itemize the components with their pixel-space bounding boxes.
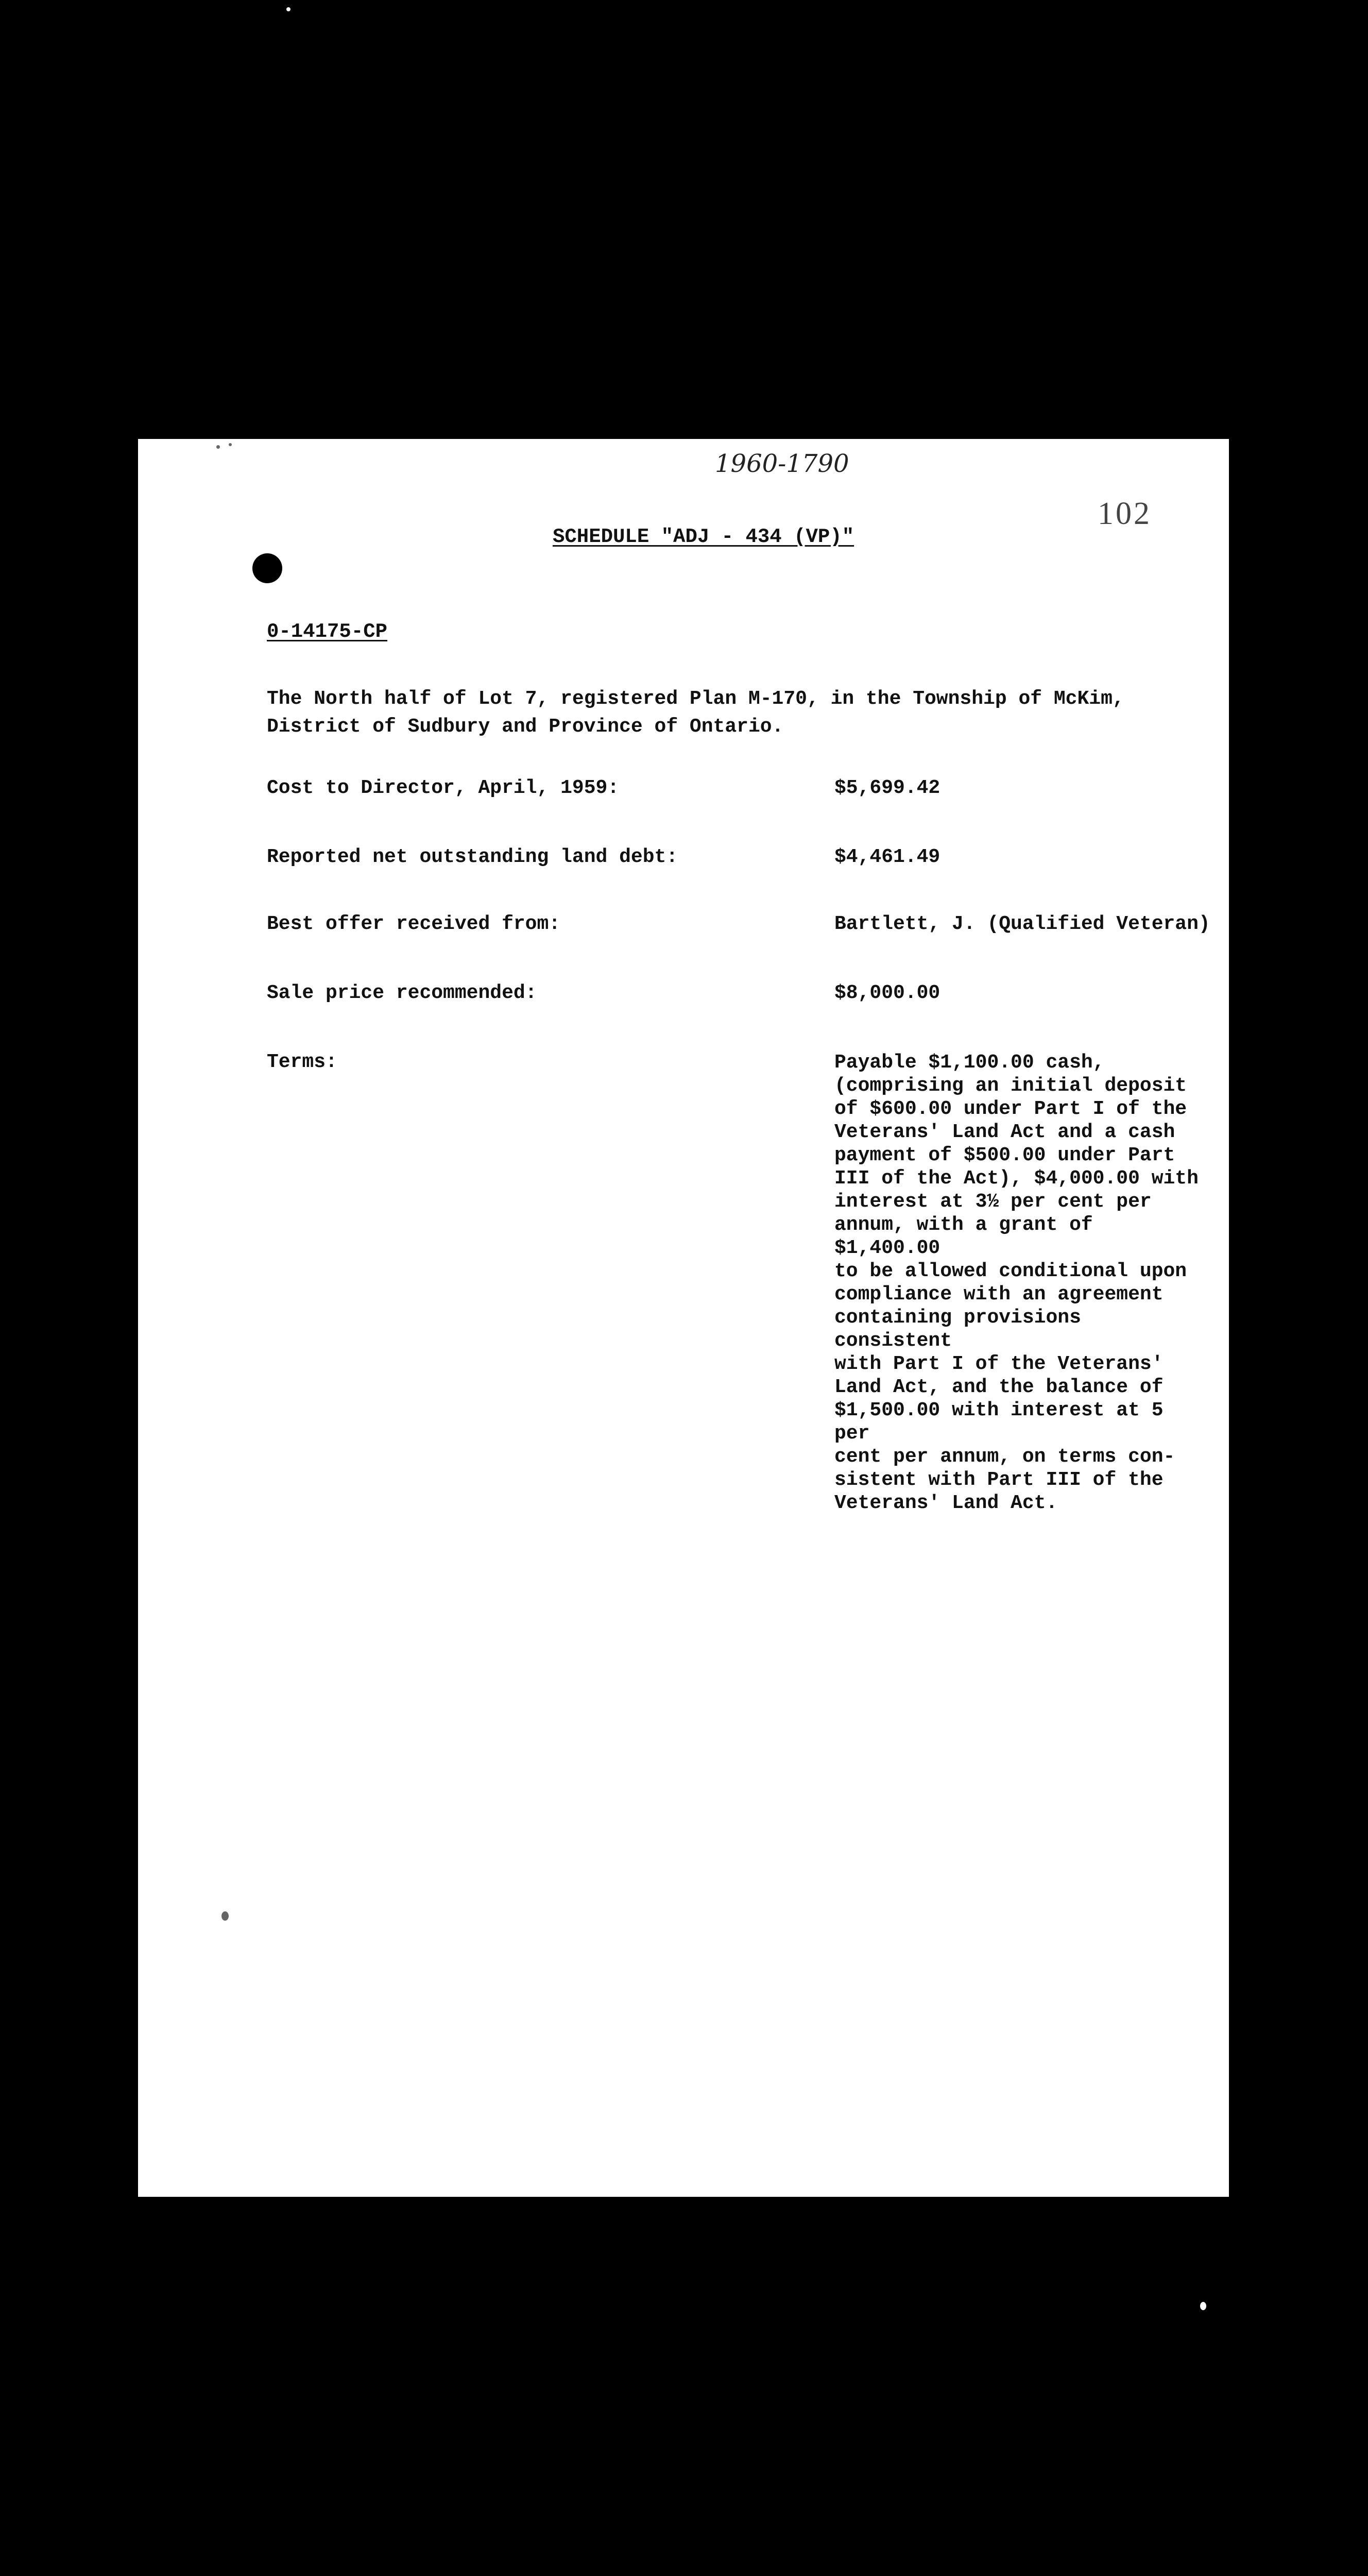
page-speck — [221, 1911, 229, 1921]
sale-price-label: Sale price recommended: — [267, 982, 537, 1004]
document-page — [138, 439, 1229, 2197]
property-description: The North half of Lot 7, registered Plan M-170, in the Township of McKim, District of Sudbury and Province of Ontario. — [267, 688, 1124, 738]
sale-price-value: $8,000.00 — [834, 982, 940, 1004]
land-debt-label: Reported net outstanding land debt: — [267, 846, 678, 868]
punch-hole — [252, 553, 282, 583]
terms-text: Payable $1,100.00 cash, (comprising an initial deposit of $600.00 under Part I of the Veterans' Land Act and a cash payment of $500.00 under Part III of the Act), $4,000.00 with interest at 3½ per cent per annum, with a grant of $1,400.00 to be allowed conditional upon compliance with an agreement containing provisions consistent with Part I of the Veterans' Land Act, and the balance of $1,500.00 with interest at 5 per cent per annum, on terms con- sistent with Part III of the Veterans' Land Act. — [834, 1052, 1199, 1514]
page-speck — [216, 445, 220, 449]
page-speck — [229, 443, 232, 446]
file-number: 0-14175-CP — [267, 620, 388, 643]
scan-speck — [1200, 2302, 1206, 2310]
best-offer-label: Best offer received from: — [267, 913, 561, 935]
land-debt-value: $4,461.49 — [834, 846, 940, 868]
cost-to-director-value: $5,699.42 — [834, 777, 940, 799]
best-offer-value: Bartlett, J. (Qualified Veteran) — [834, 913, 1210, 935]
cost-to-director-label: Cost to Director, April, 1959: — [267, 777, 620, 799]
terms-label: Terms: — [267, 1051, 337, 1073]
schedule-title: SCHEDULE "ADJ - 434 (VP)" — [553, 526, 854, 548]
scan-speck — [286, 7, 290, 11]
page-number: 102 — [1098, 496, 1152, 531]
handwritten-note: 1960-1790 — [715, 449, 849, 478]
